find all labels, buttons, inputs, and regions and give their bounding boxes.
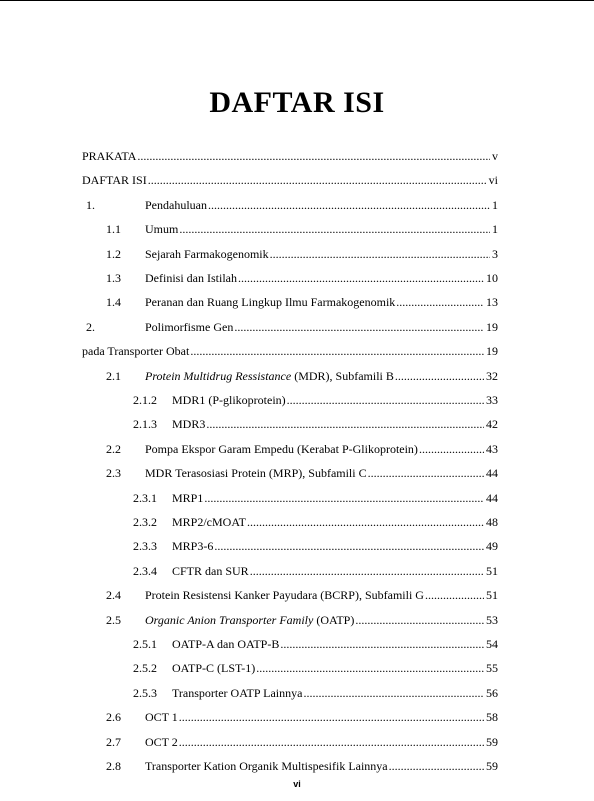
dot-leader xyxy=(367,465,484,481)
toc-entry[interactable] xyxy=(82,587,498,603)
toc-entry[interactable] xyxy=(82,660,498,676)
toc-entry-title-text: PRAKATA xyxy=(82,149,137,163)
toc-entry-title xyxy=(145,221,178,237)
toc-entry-title-text: Transporter Kation Organik Multispesifik Lainnya xyxy=(145,759,388,773)
toc-entry-title-text: Sejarah Farmakogenomik xyxy=(145,246,269,261)
toc-entry-page: 56 xyxy=(486,685,498,700)
toc-entry-title xyxy=(145,246,269,262)
toc-entry[interactable] xyxy=(82,685,498,701)
toc-entry-title-text: Definisi dan Istilah xyxy=(145,271,237,285)
toc-entry[interactable] xyxy=(82,734,498,750)
toc-entry-title-text: MDR1 (P-glikoprotein) xyxy=(172,393,286,407)
dot-leader xyxy=(233,319,484,335)
dot-leader xyxy=(418,441,484,457)
toc-entry-title-text: MRP1 xyxy=(172,490,204,505)
toc-entry-title xyxy=(145,368,394,384)
toc-entry[interactable] xyxy=(82,514,498,530)
toc-entry[interactable] xyxy=(82,343,498,359)
toc-entry-page: 3 xyxy=(492,246,498,261)
toc-entry-title xyxy=(172,392,286,408)
dot-leader xyxy=(189,343,484,359)
toc-entry-number: 1.3 xyxy=(106,271,121,285)
toc-entry-title xyxy=(145,612,354,628)
dot-leader xyxy=(279,636,484,652)
dot-leader xyxy=(249,563,484,579)
toc-entry-page: 1 xyxy=(492,197,498,212)
toc-entry[interactable] xyxy=(82,538,498,554)
toc-entry-number: 2.5.3 xyxy=(133,685,157,700)
dot-leader xyxy=(394,368,484,384)
toc-entry-title xyxy=(172,490,203,506)
page-number-footer: vi xyxy=(293,779,301,789)
dot-leader xyxy=(207,197,490,213)
toc-entry-number: 2.8 xyxy=(106,759,121,773)
page-title: DAFTAR ISI xyxy=(209,86,385,119)
toc-entry-title-text: Pompa Ekspor Garam Empedu (Kerabat P-Glikoprotein) xyxy=(145,441,418,456)
dot-leader xyxy=(213,538,484,554)
toc-entry-page: 59 xyxy=(486,759,498,773)
dot-leader xyxy=(136,148,490,164)
toc-entry[interactable] xyxy=(82,636,498,652)
toc-entry-title xyxy=(172,514,246,530)
toc-entry-number: 1.2 xyxy=(106,246,121,261)
toc-entry[interactable] xyxy=(82,197,498,213)
toc-entry-number: 2.3 xyxy=(106,466,121,481)
toc-entry-title-text: CFTR dan SUR xyxy=(172,563,249,578)
toc-entry[interactable] xyxy=(82,368,498,384)
toc-entry-number: 2.5 xyxy=(106,612,121,627)
toc-entry[interactable] xyxy=(82,563,498,579)
dot-leader xyxy=(237,270,484,286)
toc-entry-title xyxy=(145,319,233,335)
toc-entry-number: 2.5.2 xyxy=(133,661,157,676)
toc-entry-page: 49 xyxy=(486,539,498,554)
toc-entry-title-italic: Organic Anion Transporter Family xyxy=(145,612,314,627)
toc-entry-number: 1.4 xyxy=(106,295,121,310)
toc-entry-title-text: Umum xyxy=(145,222,179,237)
toc-entry-title xyxy=(145,709,178,725)
toc-entry-page: 51 xyxy=(486,563,498,578)
dot-leader xyxy=(286,392,484,408)
toc-entry-title xyxy=(145,197,207,213)
toc-entry-title-text: OCT 1 xyxy=(145,710,178,725)
toc-entry-page: 44 xyxy=(486,490,498,505)
toc-entry[interactable] xyxy=(82,294,498,310)
toc-entry-title-text: MRP3-6 xyxy=(172,539,214,554)
toc-entry-page: 58 xyxy=(486,710,498,725)
toc-entry-page: 42 xyxy=(486,417,498,432)
dot-leader xyxy=(205,416,484,432)
toc-entry-page: vi xyxy=(488,173,498,188)
toc-entry-title xyxy=(172,636,279,652)
toc-entry-title-text: Protein Resistensi Kanker Payudara (BCRP), Subfamili G xyxy=(145,588,424,603)
toc-entry-number: 2.3.3 xyxy=(133,539,157,554)
toc-entry[interactable] xyxy=(82,148,498,164)
toc-entry-page: 44 xyxy=(486,466,498,481)
toc-entry-page: v xyxy=(492,149,498,163)
toc-entry-title-text: Polimorfisme Gen xyxy=(145,319,234,334)
toc-entry-title-italic: Protein Multidrug Ressistance xyxy=(145,368,292,383)
toc-entry-title-text: Peranan dan Ruang Lingkup Ilmu Farmakogenomik xyxy=(145,295,396,310)
dot-leader xyxy=(246,514,484,530)
toc-entry-title-text: Transporter OATP Lainnya xyxy=(172,685,303,700)
toc-entry[interactable] xyxy=(82,392,498,408)
toc-entry-title-text: DAFTAR ISI xyxy=(82,173,147,188)
toc-entry[interactable] xyxy=(82,221,498,237)
toc-entry-title xyxy=(145,587,424,603)
toc-entry-title-text: OATP-C (LST-1) xyxy=(172,661,256,676)
toc-entry-page: 51 xyxy=(486,588,498,603)
toc-entry-number: 2.3.1 xyxy=(133,490,157,505)
toc-entry-page: 54 xyxy=(486,637,498,651)
dot-leader xyxy=(147,172,487,188)
toc-entry[interactable] xyxy=(82,709,498,725)
top-rule xyxy=(0,0,594,1)
toc-entry-number: 2.7 xyxy=(106,734,121,749)
toc-entry-title xyxy=(145,758,388,774)
toc-entry-title xyxy=(172,416,205,432)
toc-entry-page: 55 xyxy=(486,661,498,676)
toc-entry[interactable] xyxy=(82,416,498,432)
toc-entry-page: 33 xyxy=(486,393,498,407)
toc-entry[interactable] xyxy=(82,758,498,774)
dot-leader xyxy=(178,734,484,750)
toc-entry-title xyxy=(145,734,178,750)
toc-entry-page: 32 xyxy=(486,368,498,383)
dot-leader xyxy=(388,758,484,774)
toc-entry-number: 2.4 xyxy=(106,588,121,603)
dot-leader xyxy=(354,612,484,628)
toc-entry-page: 10 xyxy=(486,271,498,285)
dot-leader xyxy=(178,709,484,725)
toc-entry-number: 2.6 xyxy=(106,710,121,725)
toc-entry-title xyxy=(172,563,249,579)
toc-entry-title-text: pada Transporter Obat xyxy=(82,344,190,359)
toc-entry-title xyxy=(82,172,147,188)
toc-entry-page: 48 xyxy=(486,515,498,529)
toc-entry[interactable] xyxy=(82,612,498,628)
toc-entry-title-text: Pendahuluan xyxy=(145,197,207,212)
toc-entry-number: 2.1.3 xyxy=(133,417,157,432)
toc-entry-number: 2. xyxy=(86,319,95,334)
toc-entry-title-text: MDR3 xyxy=(172,417,206,432)
toc-entry-page: 43 xyxy=(486,441,498,456)
toc-entry-title-text: OATP-A dan OATP-B xyxy=(172,637,280,651)
toc-entry-title-text: MRP2/cMOAT xyxy=(172,515,247,529)
toc-entry-page: 53 xyxy=(486,612,498,627)
toc-entry-title-text: OCT 2 xyxy=(145,734,178,749)
toc-entry-title xyxy=(145,441,418,457)
toc-entry-title xyxy=(172,660,255,676)
dot-leader xyxy=(269,246,490,262)
toc-entry-page: 19 xyxy=(486,319,498,334)
toc-entry-title xyxy=(145,294,395,310)
toc-entry-number: 2.3.2 xyxy=(133,515,157,529)
toc-entry-title xyxy=(172,685,302,701)
toc-entry-number: 2.3.4 xyxy=(133,563,157,578)
toc-entry-title xyxy=(145,270,237,286)
toc-entry[interactable] xyxy=(82,319,498,335)
toc-entry-page: 59 xyxy=(486,734,498,749)
toc-entry[interactable] xyxy=(82,246,498,262)
toc-entry-number: 2.1 xyxy=(106,368,121,383)
dot-leader xyxy=(302,685,484,701)
toc-entry-page: 19 xyxy=(486,344,498,359)
toc-entry-title xyxy=(172,538,213,554)
toc-entry-title-text: MDR Terasosiasi Protein (MRP), Subfamili C xyxy=(145,466,367,481)
toc-entry-number: 1.1 xyxy=(106,222,121,237)
dot-leader xyxy=(424,587,484,603)
dot-leader xyxy=(203,490,484,506)
toc-entry[interactable] xyxy=(82,270,498,286)
dot-leader xyxy=(395,294,484,310)
toc-entry[interactable] xyxy=(82,465,498,481)
toc-entry-number: 2.1.2 xyxy=(133,393,157,407)
toc-entry-title-text: (MDR), Subfamili B xyxy=(291,368,394,383)
toc-entry-title xyxy=(145,465,367,481)
toc-entry-page: 1 xyxy=(492,222,498,237)
toc-entry-number: 2.2 xyxy=(106,441,121,456)
toc-entry-title xyxy=(82,343,189,359)
toc-entry-title xyxy=(82,148,136,164)
toc-entry-title-text: (OATP) xyxy=(313,612,355,627)
toc-entry-number: 2.5.1 xyxy=(133,637,157,651)
toc-entry[interactable] xyxy=(82,490,498,506)
dot-leader xyxy=(178,221,490,237)
toc-entry[interactable] xyxy=(82,172,498,188)
toc-entry-number: 1. xyxy=(86,197,95,212)
toc-entry-page: 13 xyxy=(486,295,498,310)
dot-leader xyxy=(255,660,484,676)
toc-entry[interactable] xyxy=(82,441,498,457)
